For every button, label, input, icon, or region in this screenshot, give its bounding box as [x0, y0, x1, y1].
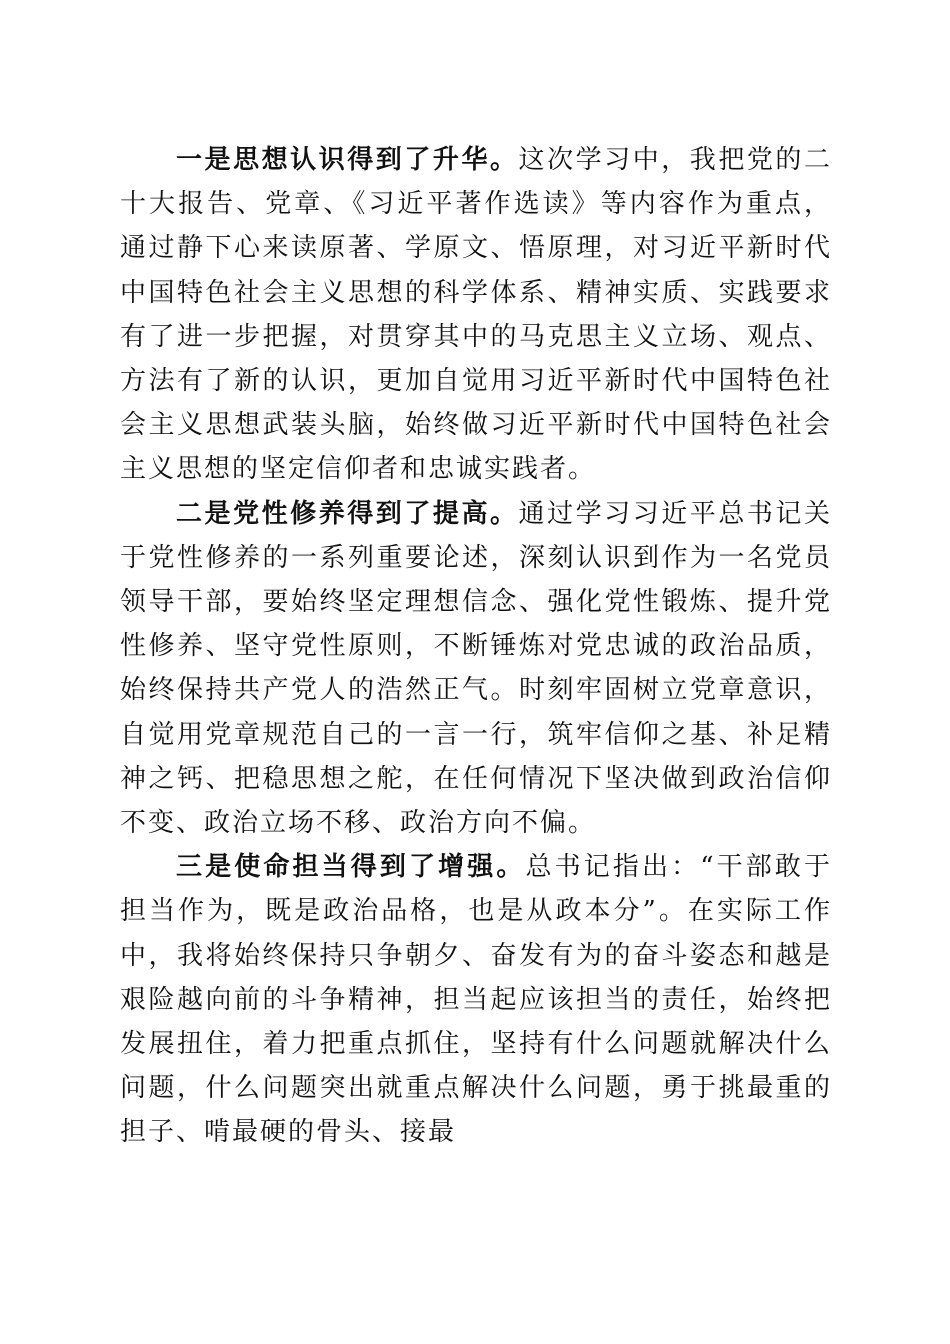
- paragraph-lead: 三是使命担当得到了增强。: [176, 852, 526, 883]
- paragraph-mission: [120, 845, 832, 1154]
- paragraph-thought: [120, 138, 832, 492]
- paragraph-text: 这次学习中，我把党的二十大报告、党章、《习近平著作选读》等内容作为重点，通过静下心来读原著、学原文、悟原理，对习近平新时代中国特色社会主义思想的科学体系、精神实质、实践要求有了进一步把握，对贯穿其中的马克思主义立场、观点、方法有了新的认识，更加自觉用习近平新时代中国特色社会主义思想武装头脑，始终做习近平新时代中国特色社会主义思想的坚定信仰者和忠诚实践者。: [120, 145, 832, 485]
- paragraph-text: 通过学习习近平总书记关于党性修养的一系列重要论述，深刻认识到作为一名党员领导干部，要始终坚定理想信念、强化党性锻炼、提升党性修养、坚守党性原则，不断锤炼对党忠诚的政治品质，始终保持共产党人的浩然正气。时刻牢固树立党章意识，自觉用党章规范自己的一言一行，筑牢信仰之基、补足精神之钙、把稳思想之舵，在任何情况下坚决做到政治信仰不变、政治立场不移、政治方向不偏。: [120, 498, 832, 839]
- paragraph-party-spirit: [120, 492, 832, 846]
- paragraph-text: 总书记指出：“干部敢于担当作为，既是政治品格，也是从政本分”。在实际工作中，我将始终保持只争朝夕、奋发有为的奋斗姿态和越是艰险越向前的斗争精神，担当起应该担当的责任，始终把发展扭住，着力把重点抓住，坚持有什么问题就解决什么问题，什么问题突出就重点解决什么问题，勇于挑最重的担子、啃最硬的骨头、接最: [120, 852, 832, 1148]
- document-body: [120, 138, 832, 1155]
- paragraph-lead: 二是党性修养得到了提高。: [176, 498, 519, 529]
- paragraph-lead: 一是思想认识得到了升华。: [176, 145, 519, 175]
